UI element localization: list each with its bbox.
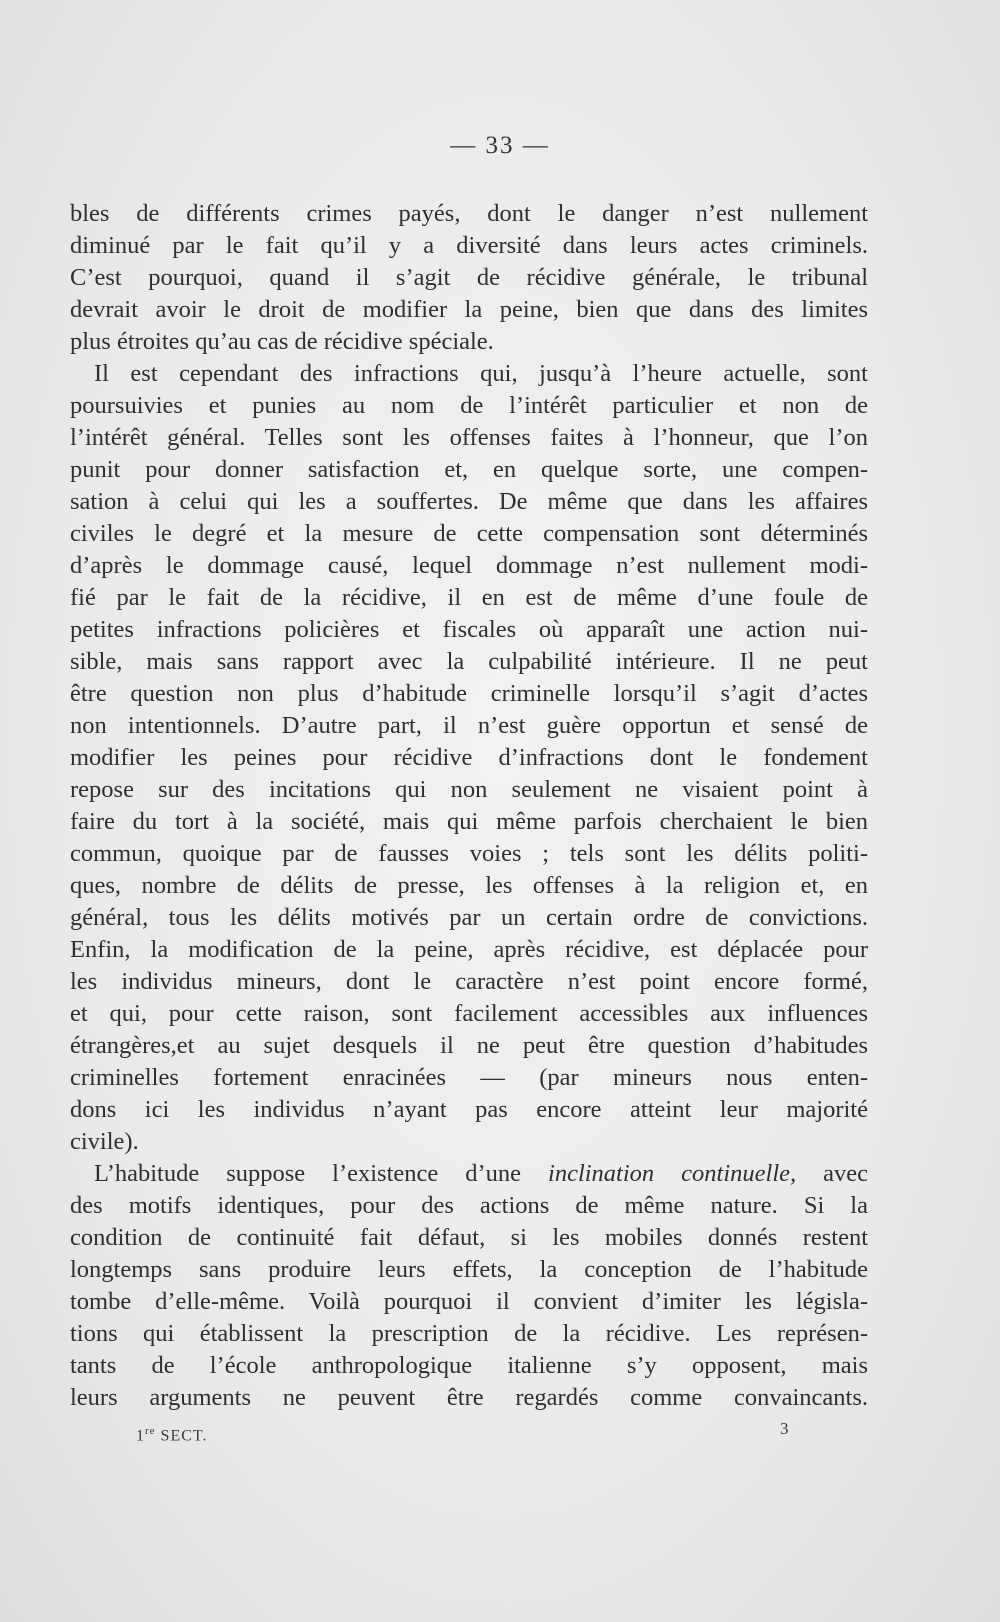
- text-line: étrangères,et au sujet desquels il ne peut être question d’habitudes: [70, 1032, 868, 1059]
- text-line: l’intérêt général. Telles sont les offenses faites à l’honneur, que l’on: [70, 424, 868, 451]
- text-line: plus étroites qu’au cas de récidive spéciale.: [70, 328, 494, 355]
- text-line: fié par le fait de la récidive, il en est de même d’une foule de: [70, 584, 868, 611]
- text-line-with-italic: [70, 1158, 868, 1190]
- text-line: petites infractions policières et fiscales où apparaît une action nui-: [70, 616, 868, 643]
- text-line: sation à celui qui les a souffertes. De même que dans les affaires: [70, 488, 868, 515]
- text-line: criminelles fortement enracinées — (par mineurs nous enten-: [70, 1064, 868, 1091]
- text-line: tions qui établissent la prescription de la récidive. Les représen-: [70, 1320, 868, 1347]
- text-line: devrait avoir le droit de modifier la peine, bien que dans des limites: [70, 296, 868, 323]
- text-segment: avec: [796, 1160, 868, 1187]
- text-line: tants de l’école anthropologique italienne s’y opposent, mais: [70, 1352, 868, 1379]
- text-line: non intentionnels. D’autre part, il n’est guère opportun et sensé de: [70, 712, 868, 739]
- text-line: commun, quoique par de fausses voies ; tels sont les délits politi-: [70, 840, 868, 867]
- text-line: les individus mineurs, dont le caractère n’est point encore formé,: [70, 968, 868, 995]
- text-line: sible, mais sans rapport avec la culpabilité intérieure. Il ne peut: [70, 648, 868, 675]
- text-line: ques, nombre de délits de presse, les offenses à la religion et, en: [70, 872, 868, 899]
- text-line: C’est pourquoi, quand il s’agit de récidive générale, le tribunal: [70, 264, 868, 291]
- page-number-header: — 33 —: [450, 132, 550, 159]
- text-line: général, tous les délits motivés par un certain ordre de convictions.: [70, 904, 868, 931]
- text-line: d’après le dommage causé, lequel dommage n’est nullement modi-: [70, 552, 868, 579]
- text-line: des motifs identiques, pour des actions de même nature. Si la: [70, 1192, 868, 1219]
- signature-superscript: re: [145, 1425, 156, 1437]
- text-line: tombe d’elle-même. Voilà pourquoi il convient d’imiter les législa-: [70, 1288, 868, 1315]
- text-line: faire du tort à la société, mais qui même parfois cherchaient le bien: [70, 808, 868, 835]
- body-text: [70, 198, 868, 1414]
- signature-mark-left: [136, 1425, 207, 1445]
- text-line: bles de différents crimes payés, dont le danger n’est nullement: [70, 200, 868, 227]
- text-line: punit pour donner satisfaction et, en quelque sorte, une compen-: [70, 456, 868, 483]
- text-line: poursuivies et punies au nom de l’intérêt particulier et non de: [70, 392, 868, 419]
- signature-text: SECT.: [155, 1427, 208, 1445]
- text-line: condition de continuité fait défaut, si les mobiles donnés restent: [70, 1224, 868, 1251]
- text-line: Enfin, la modification de la peine, après récidive, est déplacée pour: [70, 936, 868, 963]
- italic-phrase: inclination continuelle,: [548, 1160, 797, 1187]
- text-line: diminué par le fait qu’il y a diversité dans leurs actes criminels.: [70, 232, 868, 259]
- text-segment: L’habitude suppose l’existence d’une: [94, 1160, 549, 1187]
- text-line: civiles le degré et la mesure de cette compensation sont déterminés: [70, 520, 868, 547]
- text-line: Il est cependant des infractions qui, jusqu’à l’heure actuelle, sont: [94, 360, 868, 387]
- text-line: et qui, pour cette raison, sont facilement accessibles aux influences: [70, 1000, 868, 1027]
- signature-mark-right: 3: [780, 1419, 789, 1438]
- signature-number: 1: [136, 1427, 145, 1445]
- text-line: modifier les peines pour récidive d’infractions dont le fondement: [70, 744, 868, 771]
- text-line: dons ici les individus n’ayant pas encore atteint leur majorité: [70, 1096, 868, 1123]
- text-line: être question non plus d’habitude criminelle lorsqu’il s’agit d’actes: [70, 680, 868, 707]
- text-line: leurs arguments ne peuvent être regardés comme convaincants.: [70, 1384, 868, 1411]
- text-line: civile).: [70, 1128, 139, 1155]
- text-line: repose sur des incitations qui non seulement ne visaient point à: [70, 776, 868, 803]
- text-line: longtemps sans produire leurs effets, la conception de l’habitude: [70, 1256, 868, 1283]
